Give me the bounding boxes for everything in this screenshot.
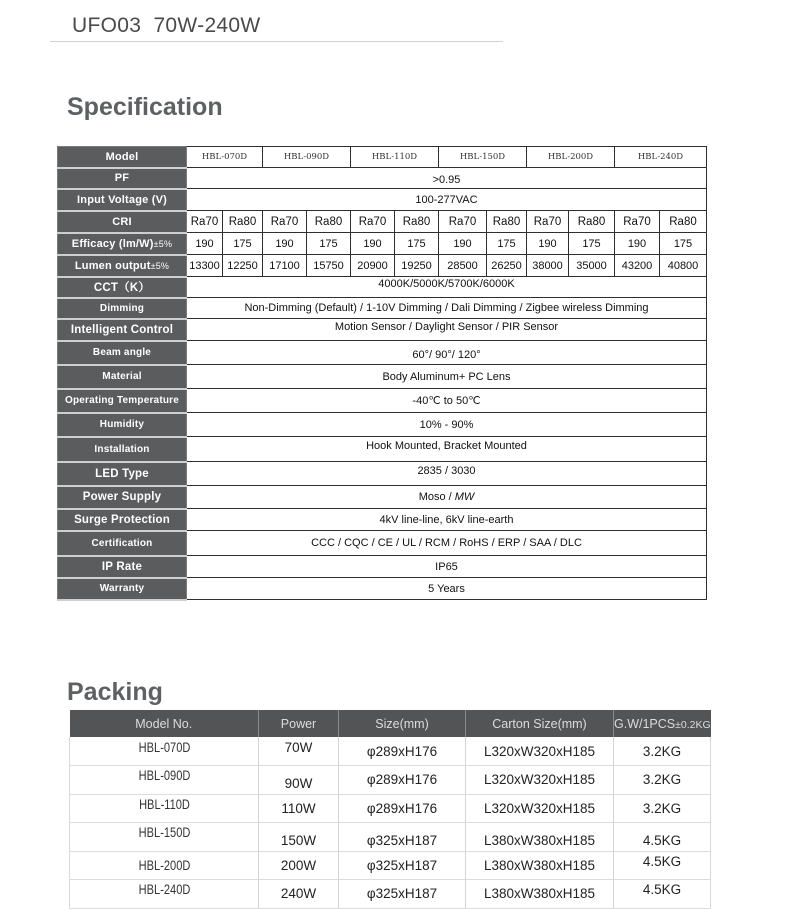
spec-value-input-voltage: 100-277VAC (187, 189, 707, 211)
cri-cell: Ra80 (487, 211, 527, 233)
spec-label-installation: Installation (58, 437, 187, 462)
pack-carton: L320xW320xH185 (466, 794, 614, 823)
lumen-cell: 19250 (395, 255, 439, 277)
spec-row-lumen-output (58, 255, 707, 277)
spec-label-surge-protection: Surge Protection (58, 509, 187, 531)
packing-row (70, 794, 711, 823)
spec-label-material: Material (58, 365, 187, 389)
lumen-cell: 43200 (615, 255, 660, 277)
pack-model (87, 823, 242, 852)
packing-header-row (70, 710, 711, 737)
lumen-cell: 35000 (569, 255, 615, 277)
pack-gw: 3.2KG (614, 766, 711, 795)
efficacy-cell: 190 (615, 233, 660, 255)
efficacy-cell: 190 (527, 233, 569, 255)
spec-value-ip-rate: IP65 (187, 556, 707, 578)
pack-model-text: HBL-240D (138, 882, 190, 898)
spec-value-dimming: Non-Dimming (Default) / 1-10V Dimming / Dali Dimming / Zigbee wireless Dimming (187, 298, 707, 319)
pack-power (259, 823, 339, 852)
pack-model (87, 766, 242, 795)
pack-gw-text: 4.5KG (642, 833, 682, 849)
lumen-cell: 40800 (660, 255, 707, 277)
spec-row-humidity (58, 413, 707, 437)
efficacy-cell: 175 (487, 233, 527, 255)
spec-label-cri: CRI (58, 211, 187, 233)
lumen-cell: 28500 (439, 255, 487, 277)
spec-value-operating-temperature: -40℃ to 50℃ (187, 389, 707, 413)
pack-carton: L380xW380xH185 (466, 851, 614, 880)
spec-label-dimming: Dimming (58, 298, 187, 319)
gw-header-text: G.W/1PCS (614, 716, 676, 731)
packing-row (70, 766, 711, 795)
title-divider (50, 41, 503, 42)
cri-cell: Ra80 (395, 211, 439, 233)
pack-carton (466, 823, 614, 852)
spec-value-led-type: 2835 / 3030 (187, 462, 707, 486)
spec-row-model (58, 147, 707, 168)
spec-row-pf (58, 168, 707, 189)
product-title: UFO03 70W-240W (72, 14, 261, 37)
pack-model: HBL-200D (87, 851, 242, 880)
cri-cell: Ra70 (187, 211, 223, 233)
lumen-label-text: Lumen output (74, 259, 151, 272)
spec-value-installation: Hook Mounted, Bracket Mounted (187, 437, 707, 462)
lumen-cell: 26250 (487, 255, 527, 277)
pack-model (87, 794, 242, 823)
spec-value-certification: CCC / CQC / CE / UL / RCM / RoHS / ERP / SAA / DLC (187, 531, 707, 556)
pack-size: φ325xH187 (339, 851, 466, 880)
spec-label-ip-rate: IP Rate (58, 556, 187, 578)
pack-size: φ289xH176 (339, 737, 466, 766)
model-cell: HBL-240D (615, 147, 707, 168)
spec-row-beam-angle (58, 341, 707, 365)
packing-row (70, 880, 711, 909)
pack-gw-text: 4.5KG (642, 853, 682, 869)
spec-row-intelligent-control (58, 319, 707, 341)
lumen-tolerance: ±5% (150, 260, 170, 271)
pack-model-text: HBL-150D (138, 825, 190, 841)
pack-size: φ289xH176 (339, 766, 466, 795)
pack-power-text: 90W (284, 776, 313, 792)
spec-label-cct: CCT（K） (58, 277, 187, 298)
spec-label-beam-angle: Beam angle (58, 341, 187, 365)
pack-model-text: HBL-110D (138, 796, 190, 812)
col-header-power: Power (259, 710, 339, 737)
pack-power-text: 150W (280, 833, 317, 849)
packing-row (70, 737, 711, 766)
spec-value-pf: >0.95 (187, 168, 707, 189)
spec-label-intelligent-control: Intelligent Control (58, 319, 187, 341)
spec-row-surge-protection (58, 509, 707, 531)
efficacy-cell: 190 (439, 233, 487, 255)
col-header-size: Size(mm) (339, 710, 466, 737)
spec-row-warranty (58, 578, 707, 600)
pack-power-text: 70W (284, 739, 313, 755)
spec-label-humidity: Humidity (58, 413, 187, 437)
model-cell: HBL-110D (351, 147, 439, 168)
spec-value-intelligent-control: Motion Sensor / Daylight Sensor / PIR Sensor (187, 319, 707, 341)
efficacy-cell: 190 (263, 233, 307, 255)
col-header-gross-weight (614, 710, 711, 737)
cri-cell: Ra70 (263, 211, 307, 233)
spec-label-warranty: Warranty (58, 578, 187, 600)
spec-label-efficacy (58, 233, 187, 255)
spec-value-humidity: 10% - 90% (187, 413, 707, 437)
efficacy-cell: 190 (187, 233, 223, 255)
pack-model-text: HBL-070D (138, 739, 190, 755)
cri-cell: Ra70 (439, 211, 487, 233)
efficacy-tolerance: ±5% (153, 238, 173, 249)
cri-cell: Ra80 (569, 211, 615, 233)
lumen-cell: 13300 (187, 255, 223, 277)
spec-label-input-voltage: Input Voltage (V) (58, 189, 187, 211)
model-cell: HBL-150D (439, 147, 527, 168)
spec-label-lumen-output (58, 255, 187, 277)
pack-size-text: φ325xH187 (366, 833, 438, 849)
pack-carton: L380xW380xH185 (466, 880, 614, 909)
pack-gw: 3.2KG (614, 794, 711, 823)
spec-row-led-type (58, 462, 707, 486)
cri-cell: Ra80 (223, 211, 263, 233)
pack-gw: 3.2KG (614, 737, 711, 766)
lumen-cell: 38000 (527, 255, 569, 277)
efficacy-cell: 175 (395, 233, 439, 255)
lumen-cell: 20900 (351, 255, 395, 277)
pack-carton: L320xW320xH185 (466, 737, 614, 766)
spec-row-input-voltage (58, 189, 707, 211)
spec-row-installation (58, 437, 707, 462)
spec-label-led-type: LED Type (58, 462, 187, 486)
spec-row-material (58, 365, 707, 389)
spec-value-surge-protection: 4kV line-line, 6kV line-earth (187, 509, 707, 531)
pack-power (259, 737, 339, 766)
cri-cell: Ra70 (527, 211, 569, 233)
spec-label-pf: PF (58, 168, 187, 189)
pack-model (87, 737, 242, 766)
spec-row-operating-temperature (58, 389, 707, 413)
spec-value-material: Body Aluminum+ PC Lens (187, 365, 707, 389)
lumen-cell: 15750 (307, 255, 351, 277)
packing-row (70, 823, 711, 852)
efficacy-cell: 190 (351, 233, 395, 255)
power-supply-italic: MW (454, 491, 475, 503)
packing-table (69, 710, 711, 909)
spec-label-model: Model (58, 147, 187, 168)
pack-gw (614, 823, 711, 852)
spec-value-warranty: 5 Years (187, 578, 707, 600)
col-header-model: Model No. (70, 710, 259, 737)
pack-power: 240W (259, 880, 339, 909)
specification-table (57, 146, 707, 601)
spec-row-power-supply (58, 486, 707, 509)
gw-tolerance: ±0.2KG (675, 718, 711, 731)
model-cell: HBL-200D (527, 147, 615, 168)
pack-size: φ325xH187 (339, 880, 466, 909)
model-cell: HBL-070D (187, 147, 263, 168)
pack-model-text: HBL-090D (138, 768, 190, 784)
pack-size: φ289xH176 (339, 794, 466, 823)
spec-row-cct (58, 277, 707, 298)
efficacy-cell: 175 (660, 233, 707, 255)
spec-value-power-supply (187, 486, 707, 509)
lumen-cell: 17100 (263, 255, 307, 277)
spec-row-ip-rate (58, 556, 707, 578)
pack-power: 110W (259, 794, 339, 823)
power-supply-text: Moso / (418, 491, 455, 503)
spec-row-dimming (58, 298, 707, 319)
packing-heading: Packing (67, 678, 163, 706)
cri-cell: Ra80 (307, 211, 351, 233)
spec-value-beam-angle: 60°/ 90°/ 120° (187, 341, 707, 365)
spec-row-certification (58, 531, 707, 556)
cri-cell: Ra70 (351, 211, 395, 233)
pack-gw (614, 851, 711, 880)
pack-carton: L320xW320xH185 (466, 766, 614, 795)
pack-power (259, 766, 339, 795)
spec-label-power-supply: Power Supply (58, 486, 187, 509)
pack-model (87, 880, 242, 909)
lumen-cell: 12250 (223, 255, 263, 277)
packing-row (70, 851, 711, 880)
efficacy-cell: 175 (569, 233, 615, 255)
pack-gw (614, 880, 711, 909)
pack-size (339, 823, 466, 852)
model-cell: HBL-090D (263, 147, 351, 168)
spec-label-operating-temperature: Operating Temperature (58, 389, 187, 413)
spec-row-efficacy (58, 233, 707, 255)
efficacy-cell: 175 (307, 233, 351, 255)
efficacy-cell: 175 (223, 233, 263, 255)
pack-gw-text: 4.5KG (642, 882, 682, 898)
efficacy-label-text: Efficacy (lm/W) (71, 237, 154, 250)
cri-cell: Ra80 (660, 211, 707, 233)
pack-power: 200W (259, 851, 339, 880)
spec-row-cri (58, 211, 707, 233)
col-header-carton-size: Carton Size(mm) (466, 710, 614, 737)
pack-carton-text: L380xW380xH185 (483, 833, 596, 849)
spec-label-certification: Certification (58, 531, 187, 556)
cri-cell: Ra70 (615, 211, 660, 233)
spec-value-cct: 4000K/5000K/5700K/6000K (187, 277, 707, 298)
specification-heading: Specification (67, 93, 223, 121)
